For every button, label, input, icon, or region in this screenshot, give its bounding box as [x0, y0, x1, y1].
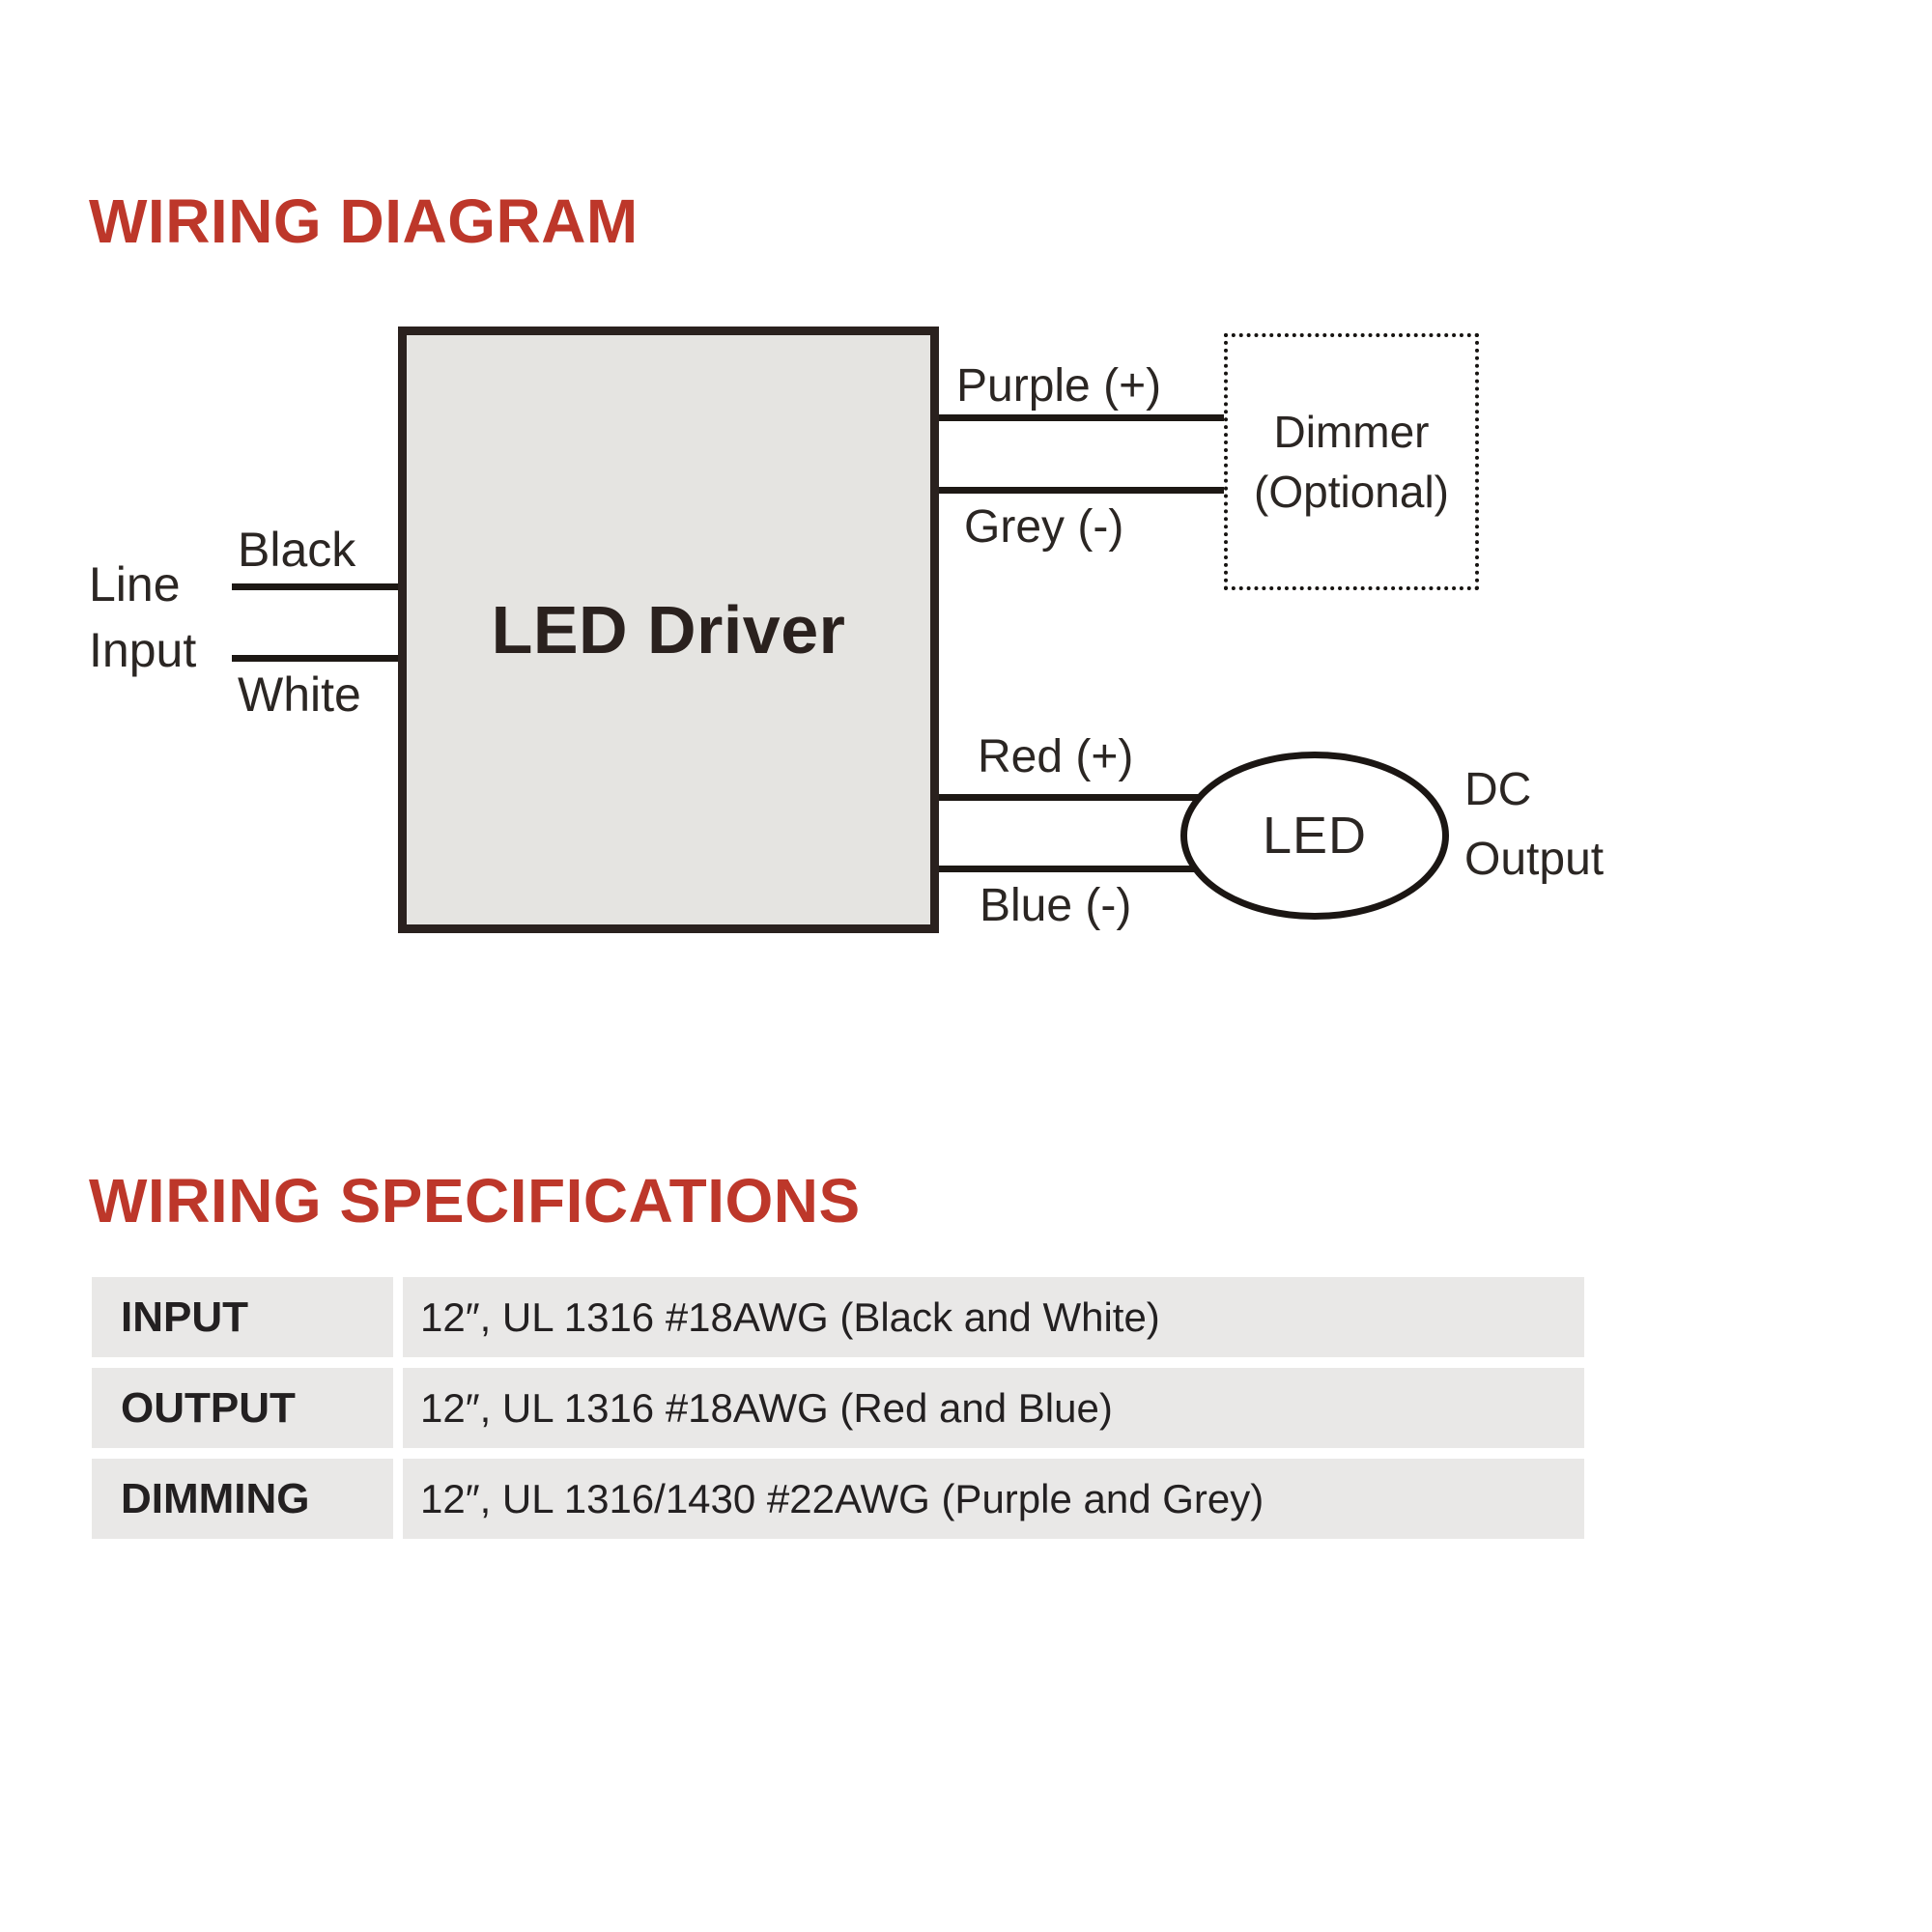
line-input-label-line2: Input: [89, 623, 197, 677]
dc-output-label: [1464, 755, 1604, 895]
black-input-wire: [232, 583, 402, 590]
wiring-specifications-table: [92, 1277, 1584, 1549]
blue-output-wire: [935, 866, 1215, 872]
table-row-input-value: 12″, UL 1316 #18AWG (Black and White): [403, 1277, 1584, 1357]
led-label: LED: [1262, 807, 1368, 865]
table-row-dimming-label: DIMMING: [92, 1459, 393, 1539]
red-wire-label: Red (+): [978, 731, 1134, 782]
dimmer-box: [1224, 333, 1479, 590]
table-row-dimming-value: 12″, UL 1316/1430 #22AWG (Purple and Grey): [403, 1459, 1584, 1539]
table-row-input-label: INPUT: [92, 1277, 393, 1357]
table-row-input: [92, 1277, 1584, 1357]
line-input-label-line1: Line: [89, 557, 181, 611]
dimmer-label-line1: Dimmer: [1273, 407, 1430, 457]
table-row-output: [92, 1368, 1584, 1448]
grey-wire-label: Grey (-): [964, 501, 1124, 553]
wiring-diagram-title: WIRING DIAGRAM: [89, 186, 639, 256]
led-driver-label: LED Driver: [491, 592, 846, 668]
table-row-output-value: 12″, UL 1316 #18AWG (Red and Blue): [403, 1368, 1584, 1448]
blue-wire-label: Blue (-): [980, 880, 1132, 931]
table-row-dimming: [92, 1459, 1584, 1539]
grey-dimming-wire: [935, 487, 1227, 494]
black-wire-label: Black: [238, 523, 356, 577]
dc-output-label-line1: DC: [1464, 764, 1532, 815]
led-driver-box: [398, 327, 939, 933]
white-wire-label: White: [238, 668, 361, 722]
white-input-wire: [232, 655, 402, 662]
red-output-wire: [935, 794, 1215, 801]
led-ellipse: [1180, 752, 1449, 920]
wiring-specifications-title: WIRING SPECIFICATIONS: [89, 1166, 861, 1236]
purple-wire-label: Purple (+): [956, 360, 1162, 412]
purple-dimming-wire: [935, 414, 1227, 421]
table-row-output-label: OUTPUT: [92, 1368, 393, 1448]
dc-output-label-line2: Output: [1464, 834, 1605, 885]
dimmer-label-line2: (Optional): [1254, 467, 1449, 517]
